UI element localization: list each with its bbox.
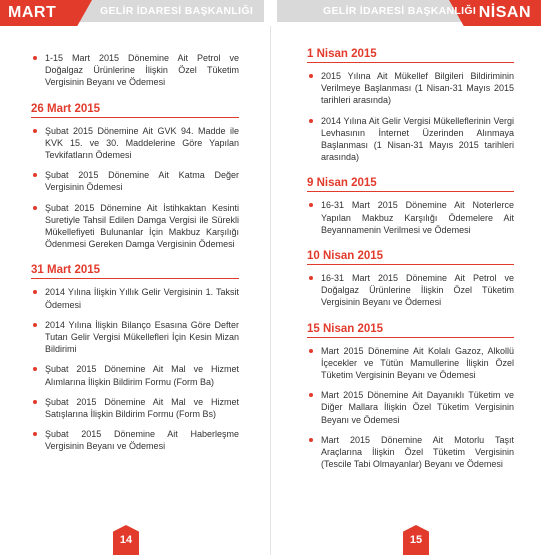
intro-section (31, 52, 239, 89)
item-list (307, 70, 514, 163)
list-item: Şubat 2015 Dönemine Ait Haberleşme Vergisinin Beyanı ve Ödemesi (31, 428, 239, 452)
page-header (0, 0, 541, 26)
section-heading: 10 Nisan 2015 (307, 250, 514, 265)
list-item: Şubat 2015 Dönemine Ait GVK 94. Madde ile KVK 15. ve 30. Maddelerine Göre Yapılan Tevkifatların Ödemesi (31, 125, 239, 162)
section-heading: 9 Nisan 2015 (307, 177, 514, 192)
list-item: Şubat 2015 Dönemine Ait İstihkaktan Kesinti Suretiyle Tahsil Edilen Damga Vergisi ile Sürekli Mükellefiyeti Bulunanlar İçin Makbuz Karşılığı Ödenmesi Gereken Damga Vergisinin Ödemesi (31, 202, 239, 251)
item-list (31, 286, 239, 452)
section-26-mart (31, 103, 239, 251)
list-item: Şubat 2015 Dönemine Ait Katma Değer Vergisinin Ödemesi (31, 169, 239, 193)
right-header-title: GELİR İDARESİ BAŞKANLIĞI (323, 5, 477, 17)
section-9-nisan (307, 177, 514, 236)
list-item: Şubat 2015 Dönemine Ait Mal ve Hizmet Satışlarına İlişkin Bildirim Formu (Form Bs) (31, 396, 239, 420)
section-heading: 31 Mart 2015 (31, 264, 239, 279)
page-number-left: 14 (119, 534, 133, 546)
list-item: Mart 2015 Dönemine Ait Dayanıklı Tüketim ve Diğer Mallara İlişkin Özel Tüketim Vergisinin Beyanı ve Ödemesi (307, 389, 514, 426)
list-item: Mart 2015 Dönemine Ait Motorlu Taşıt Araçlarına İlişkin Özel Tüketim Vergisinin (Tescile Tabi Olmayanlar) Beyanı ve Ödemesi (307, 434, 514, 471)
item-list (307, 345, 514, 471)
left-header-title: GELİR İDARESİ BAŞKANLIĞI (100, 5, 254, 17)
section-10-nisan (307, 250, 514, 309)
page-number-right: 15 (409, 534, 423, 546)
section-15-nisan (307, 323, 514, 471)
section-heading: 15 Nisan 2015 (307, 323, 514, 338)
page-divider (270, 26, 271, 555)
list-item: Mart 2015 Dönemine Ait Kolalı Gazoz, Alkollü İçecekler ve Tütün Mamullerine İlişkin Özel Tüketim Vergisinin Beyanı ve Ödemesi (307, 345, 514, 382)
item-list (31, 125, 239, 251)
list-item: 2014 Yılına Ait Gelir Vergisi Mükelleflerinin Vergi Levhasının İnternet Üzerinden Alınmaya Başlanması (1 Nisan-31 Mayıs 2015 tarihleri arasında) (307, 115, 514, 164)
item-list (307, 199, 514, 236)
list-item: Şubat 2015 Dönemine Ait Mal ve Hizmet Alımlarına İlişkin Bildirim Formu (Form Ba) (31, 363, 239, 387)
section-1-nisan (307, 48, 514, 163)
left-page-column (31, 44, 239, 453)
left-month-label: MART (8, 4, 57, 21)
right-page-column (307, 44, 514, 470)
list-item: 1-15 Mart 2015 Dönemine Ait Petrol ve Doğalgaz Ürünlerine İlişkin Özel Tüketim Vergisinin Beyanı ve Ödemesi (31, 52, 239, 89)
list-item: 2015 Yılına Ait Mükellef Bilgileri Bildiriminin Verilmeye Başlanması (1 Nisan-31 Mayıs 2015 tarihleri arasında) (307, 70, 514, 107)
right-month-label: NİSAN (478, 4, 531, 21)
list-item: 16-31 Mart 2015 Dönemine Ait Petrol ve Doğalgaz Ürünlerine İlişkin Özel Tüketim Vergisinin Beyanı ve Ödemesi (307, 272, 514, 309)
section-heading: 26 Mart 2015 (31, 103, 239, 118)
section-heading: 1 Nisan 2015 (307, 48, 514, 63)
section-31-mart (31, 264, 239, 452)
list-item: 2014 Yılına İlişkin Yıllık Gelir Vergisinin 1. Taksit Ödemesi (31, 286, 239, 310)
list-item: 16-31 Mart 2015 Dönemine Ait Noterlerce Yapılan Makbuz Karşılığı Ödemelere Ait Beyannamenin Verilmesi ve Ödemesi (307, 199, 514, 236)
intro-item-list (31, 52, 239, 89)
item-list (307, 272, 514, 309)
list-item: 2014 Yılına İlişkin Bilanço Esasına Göre Defter Tutan Gelir Vergisi Mükellefleri İçin Kesin Mizan Bildirimi (31, 319, 239, 356)
